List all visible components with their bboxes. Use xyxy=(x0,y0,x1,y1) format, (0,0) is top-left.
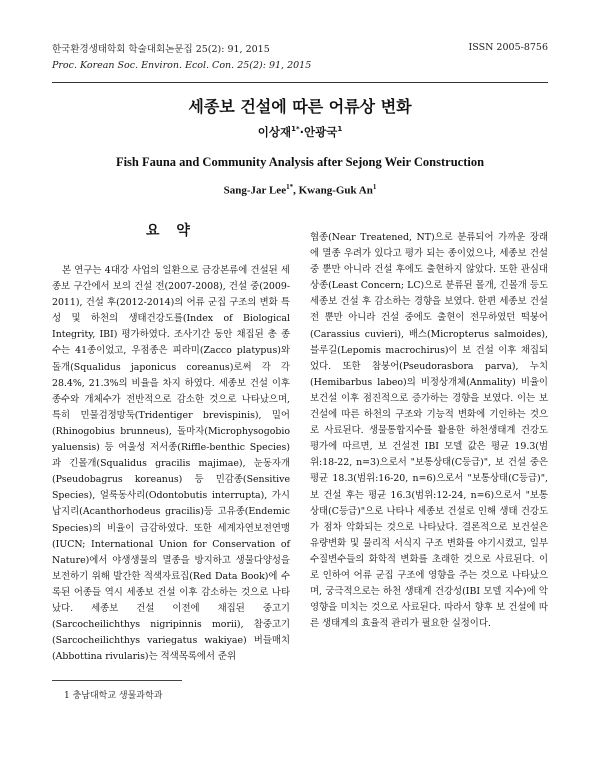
author-2-kr: ·안광국 xyxy=(299,125,338,139)
author-2-en: , Kwang-Guk An xyxy=(293,184,373,197)
abstract-paragraph-1: 본 연구는 4대강 사업의 일환으로 금강본류에 건설된 세종보 구간에서 보의 건설 전(2007-2008), 건설 중(2009-2011), 건설 후(2012-2014)의 어류 군집 구조의 변화 특성 및 하천의 생태건강도를(Index of Biological Integrity, IBI) 평가하였다. 조사기간 동안 채집된 총 종수는 41종이었고, 우점종은 피라미(Zacco platypus)와 돌개(Squalidus japonicus coreanus)로써 각 각 28.4%, 21.3%의 비율을 차지 하였다. 세종보 건설 이후 종수와 개체수가 전반적으로 감소한 것으로 나타났으며, 특히 민물검정망둑(Tridentiger brevispinis), 밀어(Rhinogobius brunneus), 돌마자(Microphysogobio yaluensis) 등 여울성 저서종(Riffle-benthic Species)과 긴몰개(Squalidus gracilis majimae), 눈동자개(Pseudobagrus koreanus) 등 민감종(Sensitive Species), 얼룩동사리(Odontobutis interrupta), 가시납지리(Acanthorhodeus gracilis)등 고유종(Endemic Species)의 비율이 급감하였다. 또한 세계자연보전연맹(IUCN; International Union for Conservation of Nature)에서 야생생물의 멸종을 방지하고 생물다양성을 보전하기 위해 발간한 적색자료집(Red Data Book)에 수록된 어종들 역시 세종보 건설 이후 감소하는 것으로 나타났다. 세종보 건설 이전에 채집된 중고기(Sarcocheilichthys nigripinnis morii), 참중고기(Sarcocheilichthys variegatus wakiyae) 버들매치(Abbottina rivularis)는 적색목록에서 준위 xyxy=(52,265,290,663)
header-divider xyxy=(52,82,548,83)
title-korean: 세종보 건설에 따른 어류상 변화 xyxy=(188,97,412,116)
author-1-en-affil: 1* xyxy=(286,183,294,191)
authors-english xyxy=(0,183,600,197)
authors-korean xyxy=(0,124,600,140)
author-2-kr-affil: 1 xyxy=(337,125,343,134)
abstract-left-column xyxy=(52,263,290,665)
title-english: Fish Fauna and Community Analysis after Sejong Weir Construction xyxy=(115,155,485,169)
author-2-en-affil: 1 xyxy=(372,183,377,191)
abstract-heading: 요 약 xyxy=(146,223,196,239)
journal-header xyxy=(52,42,311,74)
abstract-paragraph-1-continued: 협종(Near Treatened, NT)으로 분류되어 가까운 장래에 멸종 우려가 있다고 평가 되는 종이었으나, 세종보 건설 중 뿐만 아니라 건설 후에도 출현하지 않았다. 또한 관심대상종(Least Concern; LC)으로 분류된 몰개, 긴몰개 등도 세종보 건설 후 감소하는 경향을 보였다. 한편 세종보 건설 전 뿐만 아니라 건설 중에도 출현이 전무하였던 떡붕어(Carassius cuvieri), 배스(Micropterus salmoides), 블루길(Lepomis macrochirus)이 보 건설 이후 채집되었다. 또한 참붕어(Pseudorasbora parva), 누치(Hemibarbus labeo)의 비정상개체(Anmality) 비율이 보건설 이후 점진적으로 증가하는 경향을 보였다. 이는 보건설에 따른 하천의 구조와 기능적 변화에 기인하는 것으로 사료된다. 생물통합지수를 활용한 하천생태계 건강도 평가에 따르면, 보 건설전 IBI 모델 값은 평균 19.3(범위:18-22, n=3)으로서 "보통상태(C등급)", 보 건설 중은 평균 18.3(범위:16-20, n=6)으로서 "보통상태(C등급)", 보 건설 후는 평균 16.3(범위:12-24, n=6)으로서 "보통상태(C등급)"으로 나타나 세종보 건설로 인해 생태 건강도가 점차 악화되는 것으로 나타났다. 결론적으로 보건설은 유량변화 및 물리적 서식지 구조 변화를 야기시켰고, 일부 수질변수들의 화학적 변화를 초래한 것으로 사료된다. 이로 인하여 어류 군집 구조에 영향을 주는 것으로 나타났으며, 궁극적으로는 하천 생태계 건강성(IBI 모델 지수)에 악영향을 미치는 것으로 사료된다. 따라서 향후 보 건설에 따른 생태계의 효율적 관리가 필요한 실정이다. xyxy=(310,232,548,630)
footnote-divider xyxy=(52,680,182,681)
journal-citation-en: Proc. Korean Soc. Environ. Ecol. Con. 25(2): 91, 2015 xyxy=(52,60,312,71)
affiliation-footnote: 1 충남대학교 생물과학과 xyxy=(64,691,163,701)
issn: ISSN 2005-8756 xyxy=(468,42,548,53)
author-1-en: Sang-Jar Lee xyxy=(223,184,287,197)
journal-citation-kr: 한국환경생태학회 학술대회논문집 25(2): 91, 2015 xyxy=(52,44,270,55)
author-1-kr-affil: 1* xyxy=(291,125,300,134)
author-1-kr: 이상재 xyxy=(257,125,292,139)
abstract-right-column xyxy=(310,230,548,632)
